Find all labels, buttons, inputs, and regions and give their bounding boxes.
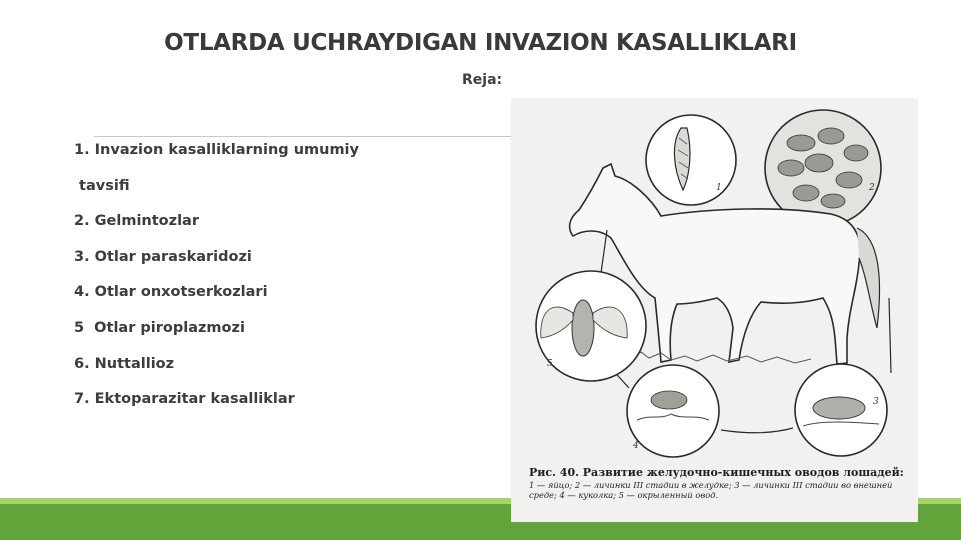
larva-environment-illustration	[795, 364, 887, 456]
stage-number: 1	[716, 183, 722, 193]
agenda-item: 4. Otlar onxotserkozlari	[74, 284, 268, 301]
agenda-item: 7. Ektoparazitar kasalliklar	[74, 391, 295, 408]
lifecycle-illustration	[511, 98, 918, 522]
figure-caption	[529, 466, 914, 500]
stage-number: 5	[547, 359, 553, 369]
pupa-illustration	[627, 365, 719, 457]
caption-body: 1 — яйцо; 2 — личинки III стадии в желудке; 3 — личинки III стадии во внешней среде; 4 — куколка; 5 — окрыленный овод.	[529, 480, 893, 500]
slide-subtitle: Reja:	[462, 72, 503, 88]
agenda-item: tavsifi	[74, 177, 130, 194]
agenda-item: 2. Gelmintozlar	[74, 213, 199, 230]
lifecycle-figure	[511, 98, 918, 522]
agenda-item: 6. Nuttallioz	[74, 355, 175, 372]
egg-stage-illustration	[646, 115, 736, 205]
agenda-item: 5 Otlar piroplazmozi	[74, 319, 245, 336]
stage-number: 4	[633, 441, 639, 451]
adult-fly-illustration	[536, 271, 646, 381]
divider-line	[94, 136, 512, 137]
agenda-item: 1. Invazion kasalliklarning umumiy	[74, 142, 359, 158]
slide-title: OTLARDA UCHRAYDIGAN INVAZION KASALLIKLARI	[164, 30, 797, 56]
caption-title: Рис. 40. Развитие желудочно-кишечных оводов лошадей:	[529, 466, 904, 479]
agenda-item: 3. Otlar paraskaridozi	[74, 248, 252, 265]
stage-number: 3	[873, 397, 879, 407]
agenda-list	[74, 140, 494, 425]
stage-number: 2	[869, 183, 875, 193]
